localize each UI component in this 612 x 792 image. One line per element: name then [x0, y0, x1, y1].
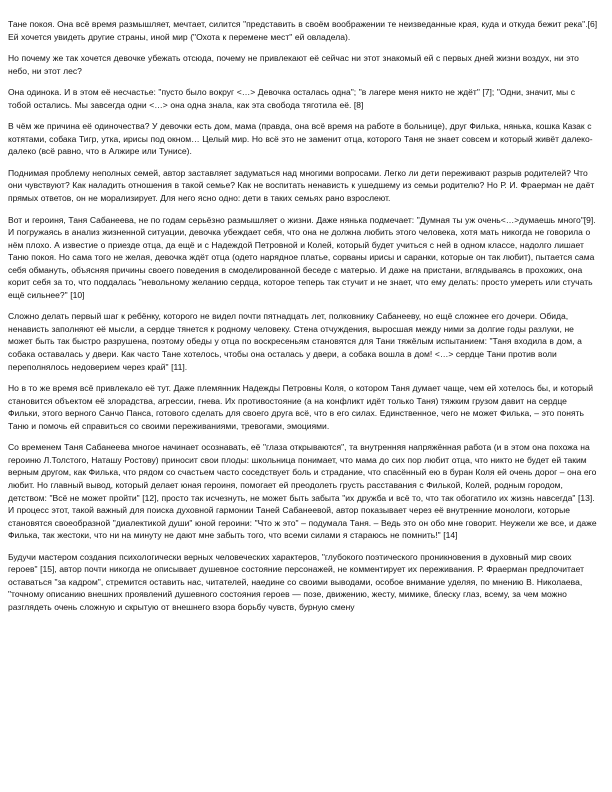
paragraph-5: Поднимая проблему неполных семей, автор заставляет задуматься над многими вопросами. Легко ли дети переживают разрыв родителей? Что они чувствуют? Как наладить отношения в такой семье? Как не воспитать ненависть к ушедшему из семьи родителю? Но Р. И. Фраерман не даёт прямых ответов, он не морализирует. Для него ясно одно: дети в таких семьях рано взрослеют. — [8, 167, 595, 204]
paragraph-1: Тане покоя. Она всё время размышляет, мечтает, силится "представить в своём воображении те неизведанные края, куда и откуда бежит река".[6] Ей хочется увидеть другие страны, иной мир ("Охота к перемене мест" ей овладела). — [8, 19, 598, 42]
paragraph-4: В чём же причина её одиночества? У девочки есть дом, мама (правда, она всё время на работе в больнице), друг Филька, нянька, кошка Казак с котятами, собака Тигр, утка, ирисы под окном… Целый мир. Но всё это не заменит отца, которого Таня не знает совсем и который живёт далеко-далеко (всё равно, что в Алжире или Тунисе). — [8, 121, 593, 157]
paragraph-6: Вот и героиня, Таня Сабанеева, не по годам серьёзно размышляет о жизни. Даже нянька подмечает: "Думная ты уж очень<…>думаешь много"[9]. И погружаясь в анализ жизненной ситуации, девочка убеждает себя, что она не должна любить этого человека, хотя мать никогда не говорила о нём плохо. А известие о приезде отца, да ещё и с Надеждой Петровной и Колей, который будет учиться с ней в одном классе, надолго лишает Таню покоя. Но сама того не желая, девочка ждёт отца (одето нарядное платье, сорваны ирисы и саранки, которые он так любит), пытается сама себя обмануть, объясняя причины своего поведения в смоделированной беседе с матерью. И даже на пристани, вглядываясь в прохожих, она корит себя за то, что поддалась "невольному желанию сердца, которое теперь так стучит и не знает, что ему делать: просто умереть или стучать ещё сильнее?" [10] — [8, 214, 596, 300]
paragraph-2: Но почему же так хочется девочке убежать отсюда, почему не привлекают её сейчас ни этот знакомый ей с первых дней жизни воздух, ни это небо, ни этот лес? — [8, 53, 579, 76]
paragraph-7: Сложно делать первый шаг к ребёнку, которого не видел почти пятнадцать лет, полковнику Сабанееву, но ещё сложнее его дочери. Обида, ненависть заполняют её мысли, а сердце тянется к родному человеку. Стена отчуждения, выросшая между ними за долгие годы разлуки, не может быть так быстро разрушена, поэтому обеды у отца по воскресеньям становятся для Тани тяжёлым испытанием: "Таня входила в дом, а собака оставалась у двери. Как часто Тане хотелось, чтобы она осталась у двери, а собака вошла в дом! <…> сердце Тани против воли переполнялось недоверием через край" [11]. — [8, 311, 582, 372]
paragraph-10: Будучи мастером создания психологически верных человеческих характеров, "глубокого поэтического проникновения в духовный мир своих героев" [15], автор почти никогда не описывает душевное состояние персонажей, не комментирует их переживания. Р. Фраерман предпочитает оставаться "за кадром", стремится оставить нас, читателей, наедине со своими выводами, особое внимание уделяя, по мнению В. Николаева, "точному описанию внешних проявлений душевного состояния героев — позе, движению, жесту, мимике, блеску глаз, всему, за чем можно разглядеть очень сложную и скрытую от внешнего взора борьбу чувств, бурную смену — [8, 551, 584, 612]
paragraph-9: Со временем Таня Сабанеева многое начинает осознавать, её "глаза открываются", та внутренняя напряжённая работа (и в этом она похожа на героиню Л.Толстого, Наташу Ростову) приносит свои плоды: школьница понимает, что мама до сих пор любит отца, что никто не будет ей таким верным другом, как Филька, что рядом со счастьем часто соседствует боль и страдание, что спасённый ею в буран Коля ей очень дорог – она его любит. Но главный вывод, который делает юная героиня, помогает ей преодолеть грусть расставания с Филькой, Колей, родным городом, детством: "Всё не может пройти" [12], просто так исчезнуть, не может быть забыта "их дружба и всё то, что так обогатило их жизнь навсегда" [13]. И процесс этот, такой важный для поиска духовной гармонии Таней Сабанеевой, автор показывает через её внутренние монологи, которые становятся своеобразной "диалектикой души" юной героини: "Что ж это" – подумала Таня. – Ведь это он обо мне говорит. Неужели же все, и даже Филька, так жестоки, что ни на минуту не дают мне забыть того, что всеми силами я стараюсь не помнить!" [14] — [8, 442, 597, 541]
paragraph-3: Она одинока. И в этом её несчастье: "пусто было вокруг <…> Девочка осталась одна"; "в лагере меня никто не ждёт" [7]; "Одни, значит, мы с тобой остались. Мы завсегда одни <…> она одна знала, как эта свобода тяготила её. [8] — [8, 87, 576, 110]
paragraph-8: Но в то же время всё привлекало её тут. Даже племянник Надежды Петровны Коля, о котором Таня думает чаще, чем ей хотелось бы, и который становится объектом её злорадства, агрессии, гнева. Их противостояние (а на конфликт идёт только Таня) тяжким грузом давит на сердце Фильки, этого верного Санчо Панса, готового сделать для своего друга всё, что в его силах. Единственное, чего не может Филька, – это понять Таню и помочь ей справиться со своими переживаниями, тревогами, эмоциями. — [8, 383, 593, 431]
